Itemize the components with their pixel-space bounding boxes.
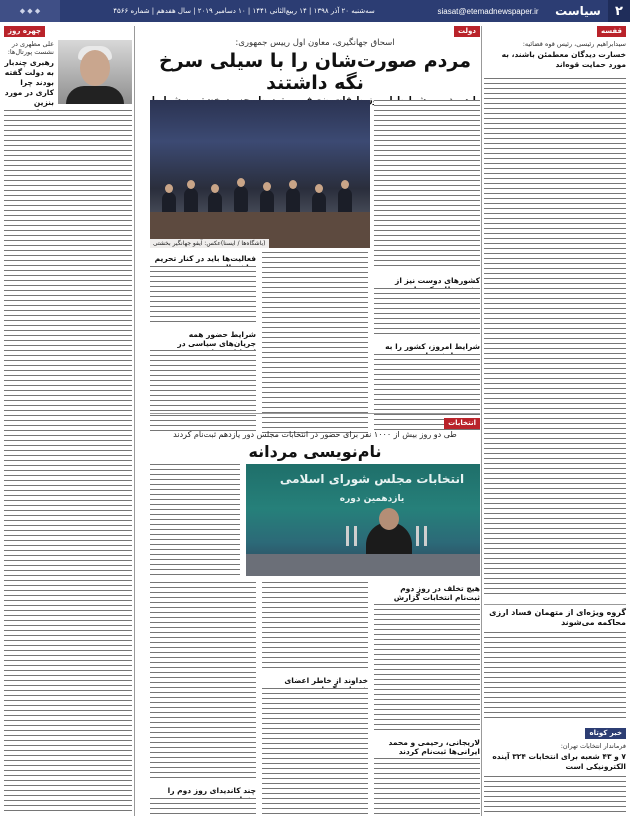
page-number: ۲ xyxy=(608,0,630,22)
article-subhead: فعالیت‌ها باید در کنار تحریم xyxy=(154,254,256,263)
left-column xyxy=(4,26,132,816)
article-subhead: کشورهای دوست نیز از xyxy=(395,276,480,285)
article-body-text xyxy=(150,266,256,326)
main-headline: مردم صورت‌شان را با سیلی سرخ نگه داشتند xyxy=(158,50,471,94)
quote-headline: رهبری چندبار به دولت گفته بودند چرا کاری در مورد بنزین xyxy=(4,58,54,107)
photo-caption: (باشگاه‌ها / ایسنا)عکس: آیفو جهانگیر بخشتی xyxy=(150,239,269,248)
article-body-text xyxy=(374,758,480,814)
news-photo xyxy=(150,100,370,248)
article-body-text xyxy=(484,78,626,598)
section-name: سیاست xyxy=(555,4,601,18)
news-photo xyxy=(246,464,480,576)
issue-date: سه‌شنبه ۲۰ آذر ۱۳۹۸ | ۱۴ ربیع‌الثانی ۱۴۴۱ | ۱۰ دسامبر ۲۰۱۹ | سال هفدهم | شماره ۴۵۶۶ xyxy=(113,7,375,15)
section-email: siasat@etemadnewspaper.ir xyxy=(437,6,539,16)
brief-headline: گروه ویژه‌ای از متهمان فساد ارزی محاکمه می‌شوند xyxy=(489,608,626,627)
portrait-photo xyxy=(58,40,132,104)
section-tag: قفسه xyxy=(597,26,626,37)
article-subhead: لاریجانی، رحیمی و محمد ایرانی‌ها ثبت‌نام کردند xyxy=(388,738,480,756)
article-subhead: شرایط حضور همه جریان‌های سیاسی در xyxy=(177,330,256,348)
article-body-text xyxy=(262,252,368,434)
brief-headline: خسارت دیدگان معطمئن باشند، به مورد حمایت قوه‌اند xyxy=(501,50,626,69)
brief-headline: ۷ و ۴۳ شعبه برای انتخابات ۳۲۴ آینده الکترونیکی است xyxy=(492,752,626,771)
section-tag: انتخابات xyxy=(444,418,480,429)
column-divider xyxy=(481,26,482,816)
article-body-text xyxy=(484,776,626,814)
article-body-text xyxy=(262,582,368,672)
article-body-text xyxy=(262,688,368,814)
article-body-text xyxy=(150,464,240,576)
photo-banner-subtext: یازدهمین دوره xyxy=(339,494,405,504)
article-subhead: هیچ تخلف در روز دوم ثبت‌نام انتخابات گزارش xyxy=(393,584,480,602)
article-subhead: چند کاندیدای روز دوم را xyxy=(167,786,256,795)
article-body-text xyxy=(4,110,132,812)
quote-kicker: علی مطهری در نشست پورتال‌ها: xyxy=(7,40,54,56)
column-divider xyxy=(134,26,135,816)
headline-kicker: طی دو روز بیش از ۱۰۰۰ نفر برای حضور در انتخابات مجلس دور یازدهم ثبت‌نام کردند xyxy=(173,430,457,439)
main-story xyxy=(150,26,480,436)
right-column xyxy=(484,26,626,816)
article-body-text xyxy=(150,582,256,782)
brief-kicker: سیدابراهیم رئیسی، رئیس قوه قضائیه: xyxy=(522,40,626,48)
election-story xyxy=(150,418,480,816)
article-body-text xyxy=(374,288,480,338)
article-body-text xyxy=(374,604,480,734)
newspaper-logo-icon: ◆ ◆ ◆ xyxy=(0,0,60,22)
article-subhead: خداوند از خاطر اعضای xyxy=(284,676,368,685)
section-tag: دولت xyxy=(454,26,480,37)
article-subhead: شرایط امروز، کشور را به xyxy=(385,342,480,351)
article-body-text xyxy=(150,798,256,814)
brief-kicker: فرماندار انتخابات تهران: xyxy=(560,742,626,750)
page-header-bar xyxy=(0,0,630,22)
photo-banner-text: انتخابات مجلس شورای اسلامی xyxy=(279,472,465,486)
section-tag: خبر کوتاه xyxy=(585,728,626,739)
headline-kicker: اسحاق جهانگیری، معاون اول رییس جمهوری: xyxy=(235,38,395,48)
section-divider xyxy=(150,413,480,414)
article-body-text xyxy=(484,632,626,722)
section-tag: چهره روز xyxy=(4,26,45,37)
article-body-text xyxy=(374,100,480,270)
bottom-headline: نام‌نویسی مردانه xyxy=(248,442,382,461)
